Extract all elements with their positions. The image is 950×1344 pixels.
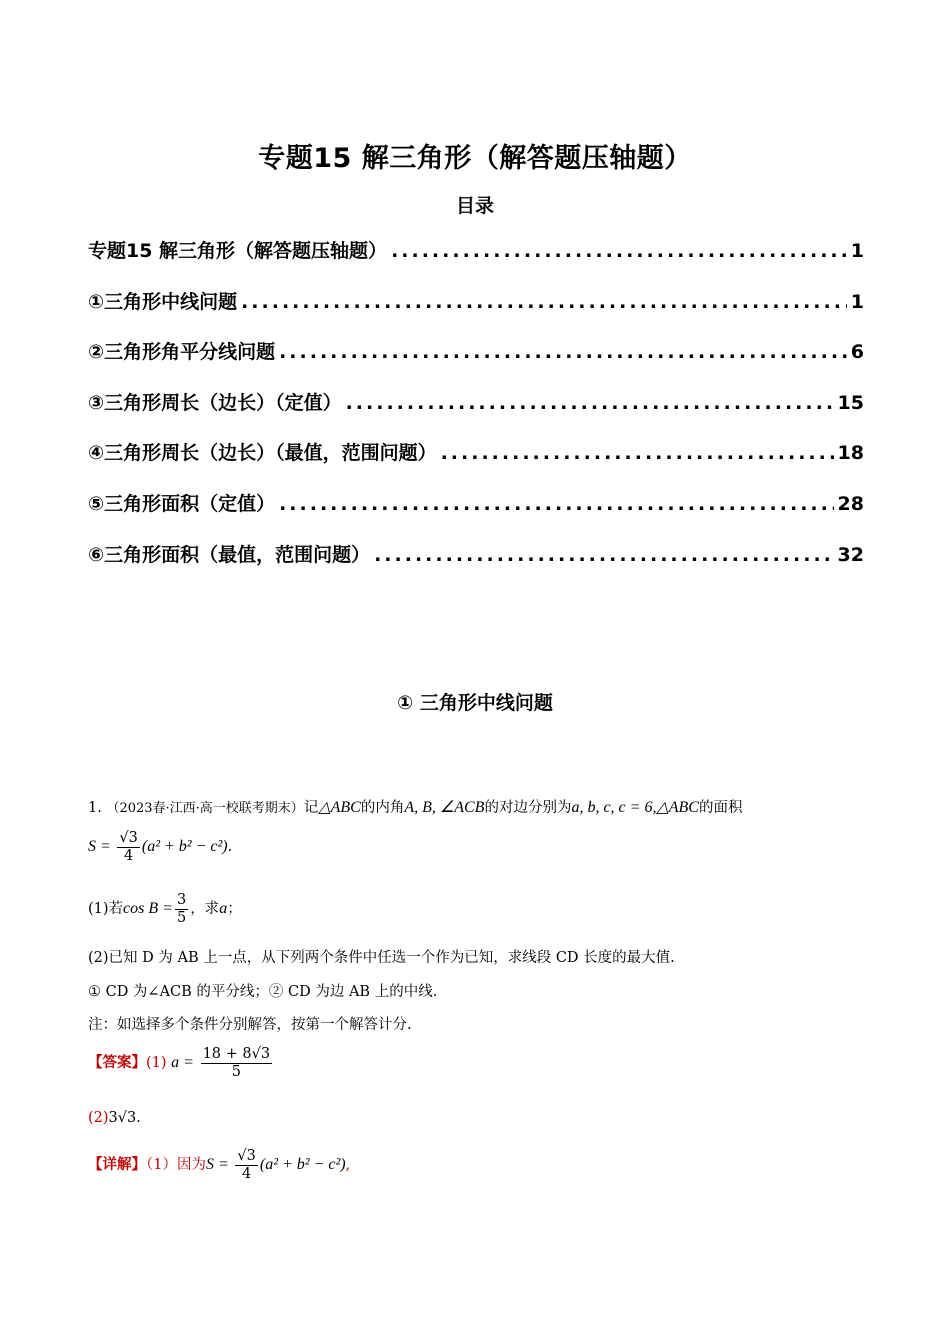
stem-text: 的对边分别为 [484,800,572,816]
toc-leader-dots [391,240,847,262]
fraction-denominator: 5 [176,909,187,926]
section-heading: ① 三角形中线问题 [397,692,553,714]
fraction-denominator: 4 [124,847,134,864]
formula-lhs: S = [88,838,111,856]
stem-math: △ABC [318,799,361,816]
toc-item-page: 28 [837,492,864,515]
problem-source: （2023春·江西·高一校联考期末） [106,801,304,816]
toc-item-page: 32 [837,543,864,566]
toc-item-page: 18 [837,442,864,465]
stem-text: 记 [303,800,319,816]
problem-note: 注：如选择多个条件分别解答，按第一个解答计分. [88,1017,412,1033]
stem-math: △ABC [656,799,699,816]
toc-item-label: ①三角形中线问题 [88,290,238,313]
answer-label: (1) [146,1055,167,1072]
toc-item[interactable] [88,489,864,540]
answer-part-1 [88,1046,274,1080]
table-of-contents [88,236,864,590]
toc-item[interactable] [88,540,864,591]
toc-item-label: ④三角形周长（边长）（最值，范围问题） [88,442,437,465]
toc-item-page: 6 [850,341,864,364]
detail-line [88,1148,350,1182]
toc-item[interactable] [88,337,864,388]
toc-item-label: 专题15 解三角形（解答题压轴题） [88,240,388,262]
part1-fraction [175,892,188,926]
part1-end: ； [227,901,242,918]
formula-fraction [117,830,139,864]
toc-item[interactable] [88,287,864,338]
toc-item-label: ⑤三角形面积（定值） [88,492,276,515]
problem-conditions: ① CD 为∠ACB 的平分线；② CD 为边 AB 上的中线. [88,984,438,1000]
page-title: 专题15 解三角形（解答题压轴题） [258,143,692,174]
fraction-numerator: 3 [176,892,187,908]
formula-rhs: (a² + b² − c²) [141,838,228,856]
fraction-denominator: 5 [231,1063,241,1080]
toc-item-label: ②三角形角平分线问题 [88,341,276,364]
toc-item-page: 1 [850,240,864,262]
toc-heading: 目录 [455,195,494,217]
detail-text: （1）因为 [146,1157,206,1174]
toc-item-label: ⑥三角形面积（最值，范围问题） [88,543,371,566]
stem-math: a, b, c, c = 6, [571,799,657,816]
toc-item[interactable] [88,388,864,439]
toc-item[interactable] [88,438,864,489]
detail-rhs: (a² + b² − c²) [259,1156,346,1174]
problem-stem [88,796,742,817]
detail-lhs: S = [205,1156,229,1174]
toc-item[interactable] [88,236,864,287]
toc-item-page: 1 [850,290,864,313]
answer-part-2 [88,1110,141,1126]
toc-leader-dots [279,341,847,363]
fraction-numerator: √3 [119,830,138,846]
detail-end: , [345,1157,351,1174]
answer-label: (2) [88,1110,109,1126]
problem-part-1 [88,892,242,926]
toc-leader-dots [346,392,834,414]
part1-suffix: ，求 [190,901,220,918]
answer-fraction [201,1046,273,1080]
part1-prefix: (1)若 [88,901,124,918]
answer-value: 3√3 [108,1110,137,1126]
stem-math: A, B, ∠ACB [404,799,485,816]
part1-var: a [219,900,228,918]
toc-item-page: 15 [837,391,864,414]
problem-part-2: (2)已知 D 为 AB 上一点，从下列两个条件中任选一个作为已知，求线段 CD 长度的最大值. [88,950,675,966]
toc-item-label: ③三角形周长（边长）（定值） [88,391,342,414]
answer-lhs: a = [171,1054,194,1072]
toc-leader-dots [441,442,834,464]
toc-leader-dots [241,291,847,313]
toc-leader-dots [374,544,833,566]
fraction-numerator: 18 + 8√3 [202,1046,271,1062]
fraction-numerator: √3 [237,1148,256,1164]
area-formula [88,830,232,864]
detail-fraction [235,1148,257,1182]
answer-tag: 【答案】 [88,1054,146,1072]
problem-number: 1. [88,800,102,816]
stem-text: 的内角 [360,800,405,816]
fraction-denominator: 4 [242,1165,252,1182]
toc-leader-dots [279,493,833,515]
answer-end: . [136,1110,141,1126]
part1-cos: cos B = [123,900,173,918]
stem-text: 的面积 [698,800,743,816]
detail-tag: 【详解】 [88,1156,146,1174]
formula-end: . [227,839,233,856]
